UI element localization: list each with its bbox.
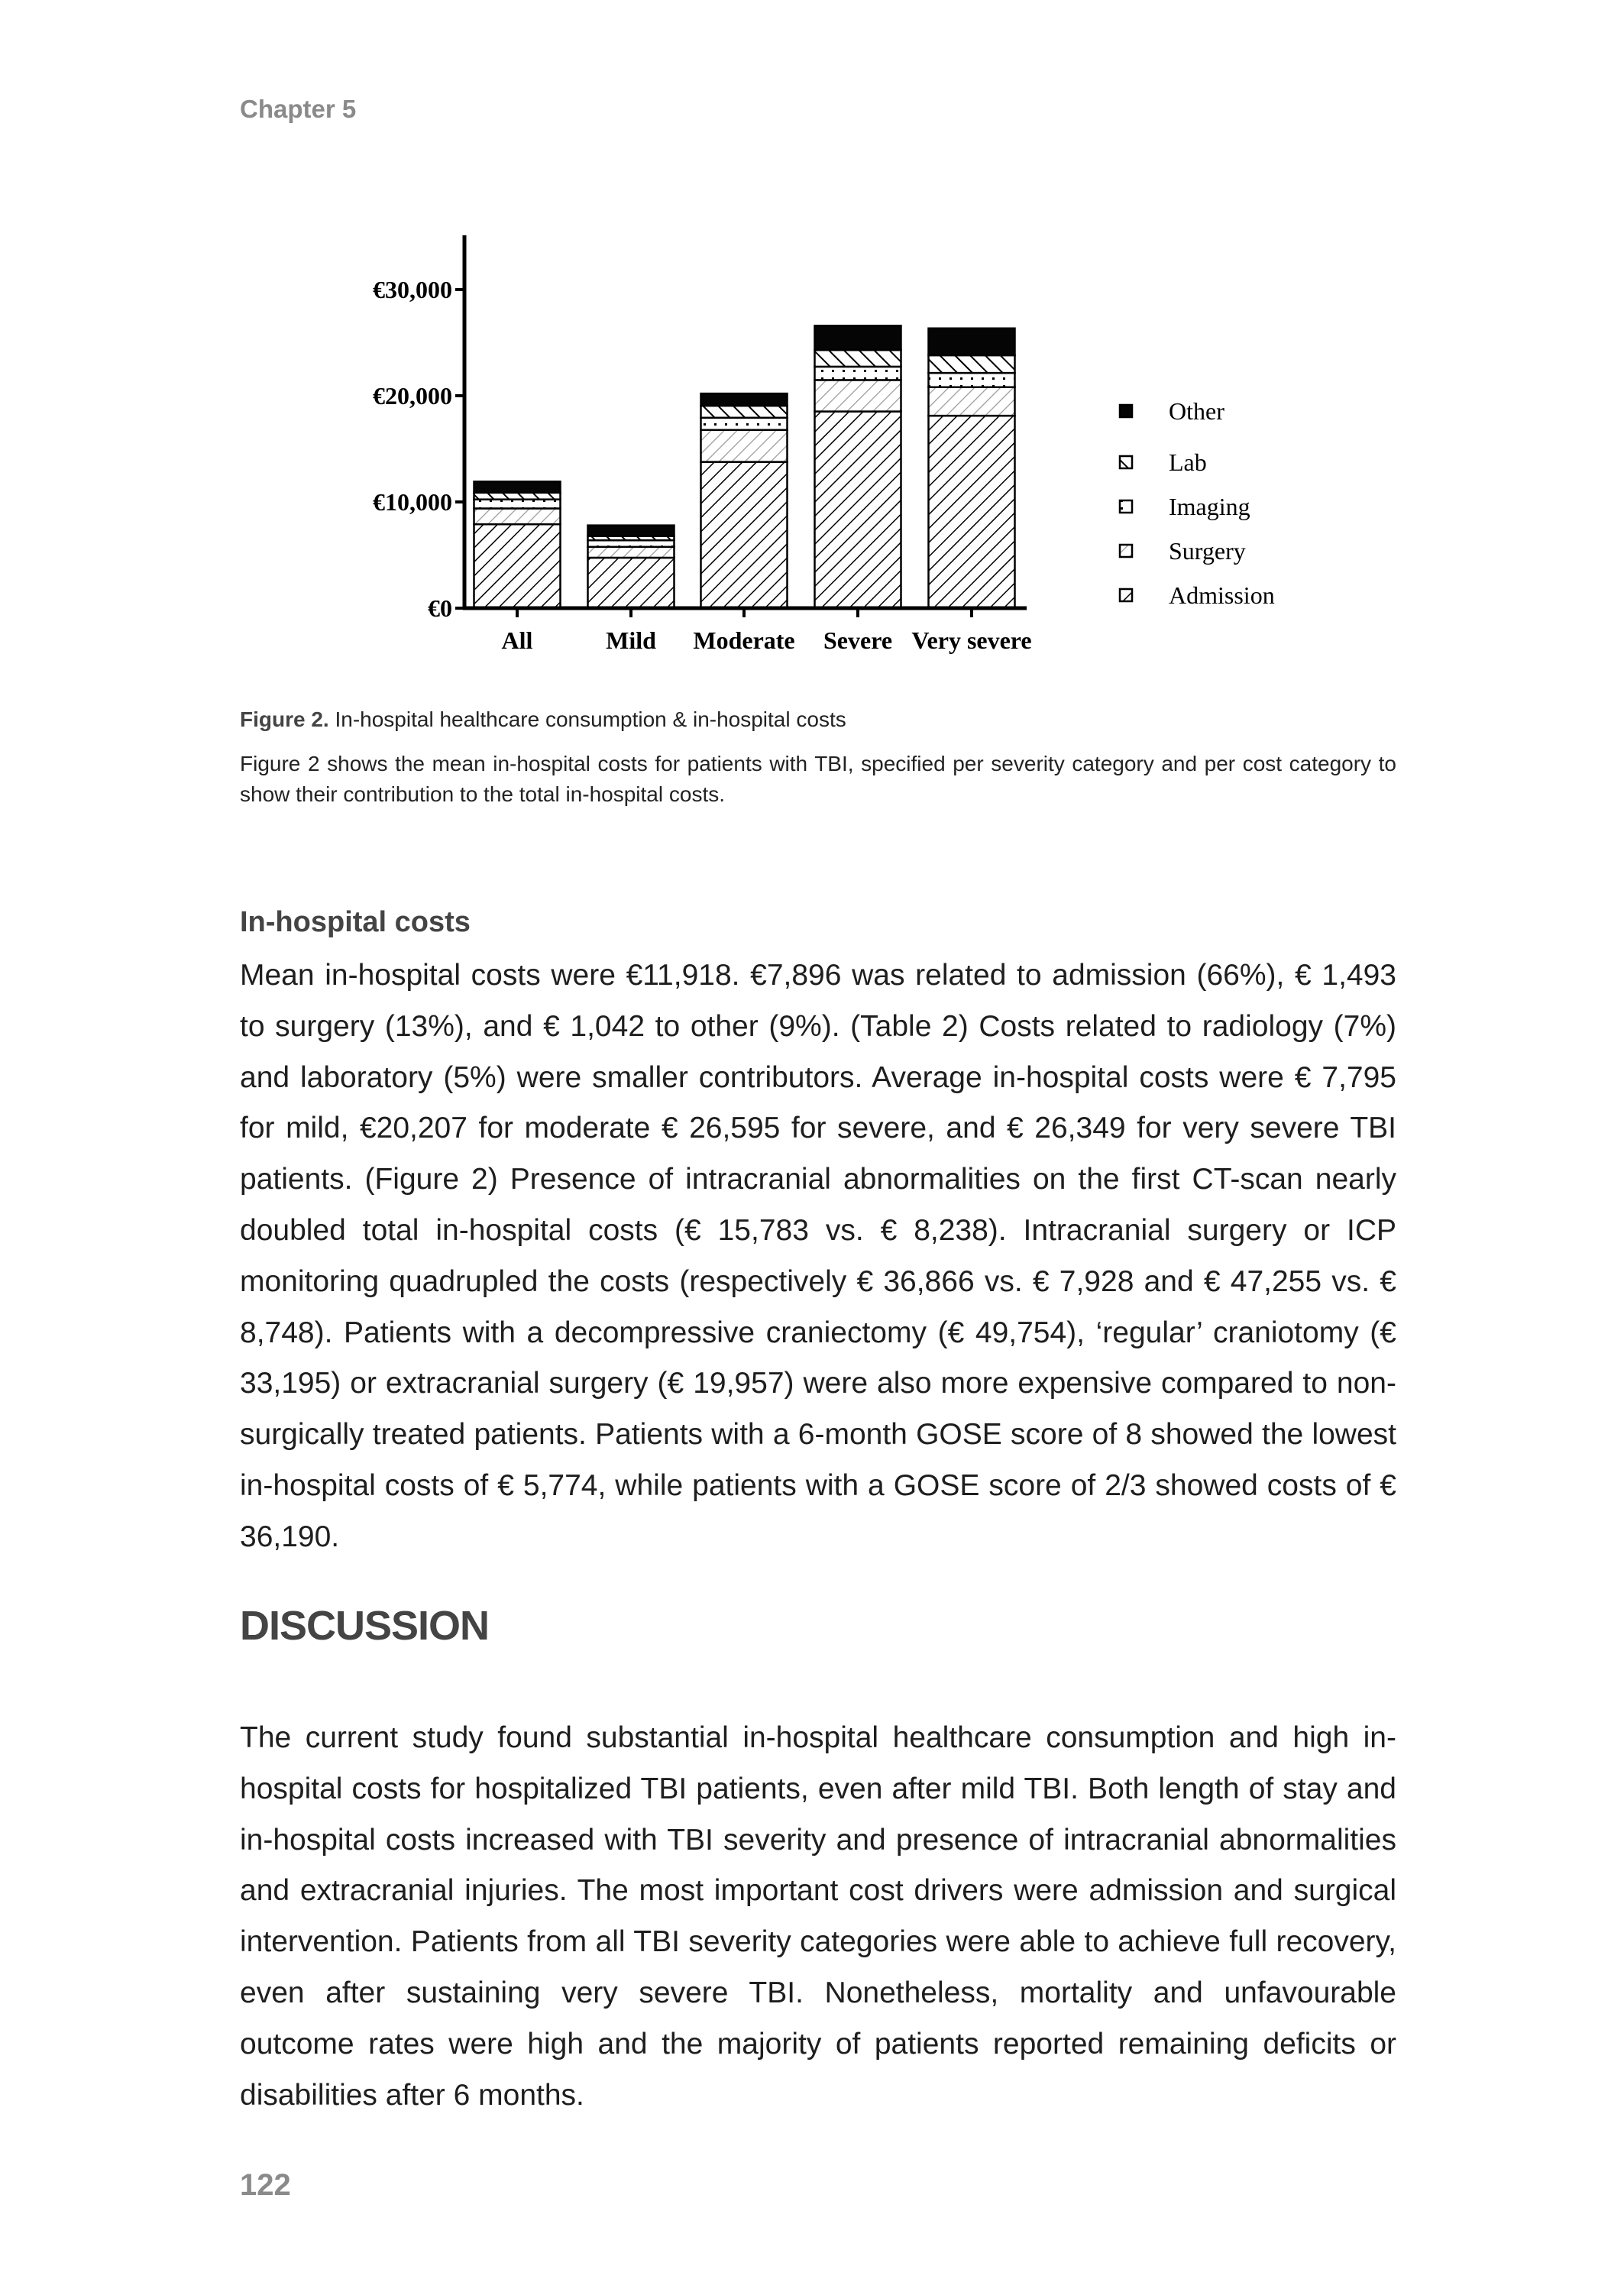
- bar-segment-surgery: [929, 387, 1015, 416]
- x-tick-label: Mild: [606, 626, 656, 654]
- figure-title: In-hospital healthcare consumption & in-hospital costs: [328, 707, 846, 731]
- bar-segment-admission: [929, 416, 1015, 608]
- bar-segment-surgery: [588, 547, 675, 558]
- bar-segment-other: [474, 481, 561, 492]
- bar-segment-admission: [588, 558, 675, 608]
- x-tick-label: Very severe: [911, 626, 1032, 654]
- legend-swatch-icon: [1120, 405, 1132, 417]
- bar-segment-surgery: [815, 380, 901, 411]
- paragraph-in-hospital-costs: Mean in-hospital costs were €11,918. €7,896 was related to admission (66%), € 1,493 to surgery (13%), and € 1,042 to other (9%). (Table 2) Costs related to radiology (7%) and laboratory (5%) were smaller contributors. Average in-hospital costs were € 7,795 for mild, €20,207 for moderate € 26,595 for severe, and € 26,349 for very severe TBI patients. (Figure 2) Presence of intracranial abnormalities on the first CT-scan nearly doubled total in-hospital costs (€ 15,783 vs. € 8,238). Intracranial surgery or ICP monitoring quadrupled the costs (respectively € 36,866 vs. € 7,928 and € 47,255 vs. € 8,748). Patients with a decompressive craniectomy (€ 49,754), ‘regular’ craniotomy (€ 33,195) or extracranial surgery (€ 19,957) were also more expensive compared to non-surgically treated patients. Patients with a 6-month GOSE score of 8 showed the lowest in-hospital costs of € 5,774, while patients with a GOSE score of 2/3 showed costs of € 36,190.: [240, 959, 1396, 1553]
- bar-segment-imaging: [929, 373, 1015, 387]
- y-tick-label: €30,000: [373, 276, 452, 303]
- bar-segment-lab: [701, 406, 788, 418]
- bar-segment-other: [701, 393, 788, 406]
- bar-segment-admission: [474, 524, 561, 608]
- legend-swatch-icon: [1120, 500, 1132, 513]
- legend-item-lab: [1120, 448, 1207, 476]
- legend-label: Imaging: [1169, 493, 1250, 520]
- section-heading-in-hospital-costs: In-hospital costs: [240, 906, 471, 938]
- bar-segment-imaging: [815, 367, 901, 380]
- section-heading-discussion: DISCUSSION: [240, 1603, 490, 1649]
- figure-caption-title: [240, 707, 846, 732]
- figure-description: Figure 2 shows the mean in-hospital costs for patients with TBI, specified per severity category and per cost category to show their contribution to the total in-hospital costs.: [240, 752, 1396, 806]
- bar-very-severe: [929, 329, 1015, 608]
- running-head: Chapter 5: [240, 95, 357, 123]
- bar-segment-lab: [815, 350, 901, 367]
- legend-swatch-icon: [1120, 589, 1132, 601]
- legend-label: Lab: [1169, 448, 1207, 476]
- paragraph-discussion: The current study found substantial in-hospital healthcare consumption and high in-hospital costs for hospitalized TBI patients, even after mild TBI. Both length of stay and in-hospital costs increased with TBI severity and presence of intracranial abnormalities and extracranial injuries. The most important cost drivers were admission and surgical intervention. Patients from all TBI severity categories were able to achieve full recovery, even after sustaining very severe TBI. Nonetheless, mortality and unfavourable outcome rates were high and the majority of patients reported remaining deficits or disabilities after 6 months.: [240, 1721, 1396, 2112]
- y-tick-label: €10,000: [373, 488, 452, 516]
- legend-swatch-icon: [1120, 545, 1132, 557]
- bar-segment-imaging: [474, 500, 561, 509]
- bar-all: [474, 481, 561, 608]
- legend-item-imaging: [1120, 493, 1250, 520]
- bar-segment-admission: [701, 462, 788, 608]
- bar-segment-other: [929, 329, 1015, 355]
- legend-label: Other: [1169, 397, 1224, 425]
- chart-canvas: [336, 222, 1329, 680]
- bar-segment-surgery: [701, 430, 788, 462]
- y-tick-label: €20,000: [373, 382, 452, 410]
- stacked-bar-chart: [336, 222, 1329, 680]
- page-number: 122: [240, 2168, 291, 2202]
- bar-segment-admission: [815, 412, 901, 608]
- bar-segment-surgery: [474, 508, 561, 524]
- bar-segment-other: [588, 526, 675, 536]
- legend-swatch-icon: [1120, 456, 1132, 468]
- y-tick-label: €0: [428, 594, 452, 622]
- bar-mild: [588, 526, 675, 608]
- legend-label: Admission: [1169, 581, 1275, 609]
- figure-label: Figure 2.: [240, 707, 329, 731]
- x-tick-label: All: [501, 626, 533, 654]
- x-tick-label: Moderate: [693, 626, 795, 654]
- bar-segment-other: [815, 325, 901, 350]
- bar-segment-lab: [474, 493, 561, 500]
- legend-item-other: [1120, 397, 1224, 425]
- legend-item-admission: [1120, 581, 1275, 609]
- legend-label: Surgery: [1169, 537, 1246, 565]
- bar-segment-imaging: [588, 540, 675, 547]
- x-tick-label: Severe: [823, 626, 893, 654]
- legend-item-surgery: [1120, 537, 1246, 565]
- bar-moderate: [701, 393, 788, 608]
- bar-segment-imaging: [701, 418, 788, 430]
- bar-severe: [815, 325, 901, 608]
- bar-segment-lab: [929, 355, 1015, 373]
